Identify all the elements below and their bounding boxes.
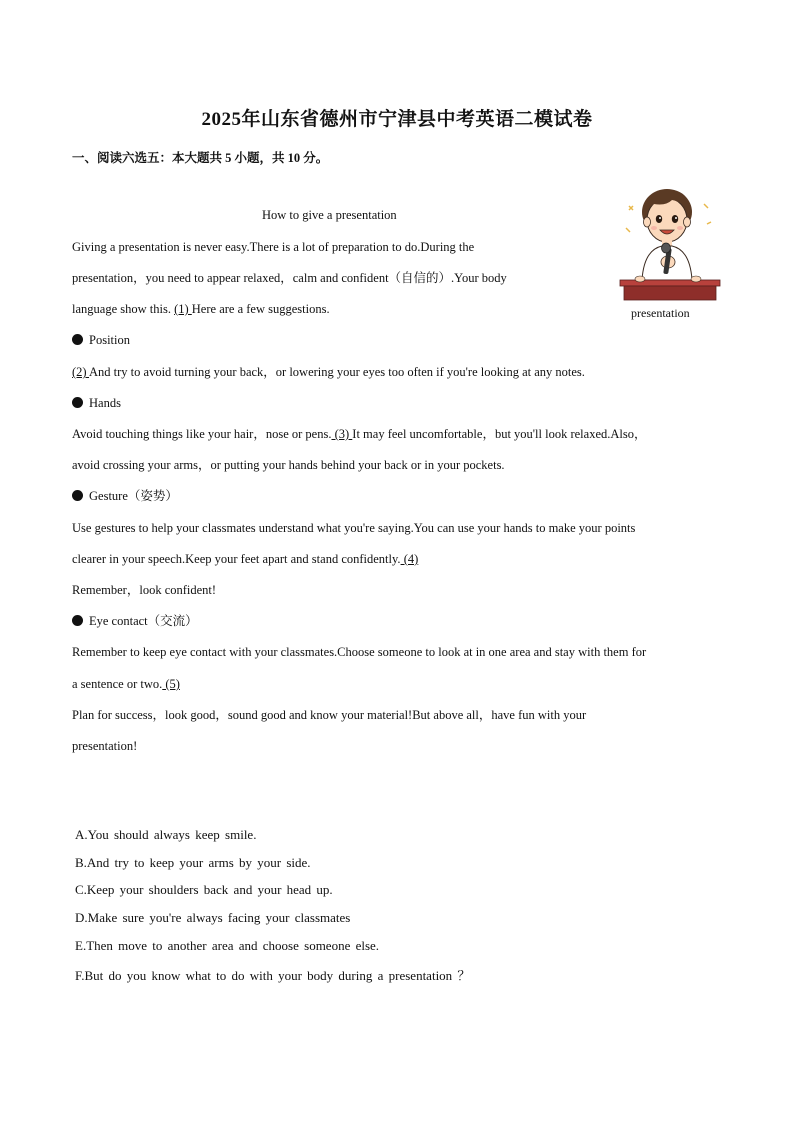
option-d: D.Make sure you're always facing your classmates: [75, 910, 351, 925]
gesture-text-line-1: Use gestures to help your classmates understand what you're saying.You can use your hands to make your points: [72, 521, 636, 535]
position-heading-label: Position: [89, 333, 130, 347]
blank-4: (4): [400, 552, 419, 566]
passage-intro-line-2: presentation，you need to appear relaxed，calm and confident（自信的）.Your body: [72, 271, 507, 285]
gesture-text-before-blank: clearer in your speech.Keep your feet apart and stand confidently.: [72, 552, 401, 566]
position-text: And try to avoid turning your back，or lowering your eyes too often if you're looking at any notes.: [89, 365, 585, 379]
bullet-icon: [72, 397, 83, 408]
blank-5: (5): [162, 677, 180, 691]
hands-heading: [72, 395, 121, 411]
image-caption: presentation: [631, 306, 690, 320]
hands-text-after-blank: It may feel uncomfortable，but you'll look relaxed.Also，: [352, 427, 647, 441]
bullet-icon: [72, 334, 83, 345]
passage-intro-line-3: [72, 301, 330, 317]
eye-contact-heading-label: Eye contact（交流）: [89, 614, 198, 628]
closing-text-line-2: presentation!: [72, 739, 138, 753]
position-heading: [72, 332, 130, 348]
hands-text-line-1: [72, 426, 647, 442]
option-a: A.You should always keep smile.: [75, 827, 257, 842]
intro-text-after-blank: Here are a few suggestions.: [191, 302, 330, 316]
eye-contact-heading: [72, 613, 198, 629]
option-c: C.Keep your shoulders back and your head up.: [75, 882, 333, 897]
section-heading: 一、阅读六选五：本大题共 5 小题，共 10 分。: [72, 151, 329, 165]
option-f: F.But do you know what to do with your body during a presentation ？: [75, 968, 471, 983]
gesture-text-line-2: [72, 551, 418, 567]
bullet-icon: [72, 615, 83, 626]
hands-heading-label: Hands: [89, 396, 121, 410]
option-b: B.And try to keep your arms by your side.: [75, 855, 311, 870]
blank-1: (1): [174, 302, 192, 316]
position-text-line: [72, 364, 585, 380]
hands-text-before-blank: Avoid touching things like your hair，nose or pens.: [72, 427, 332, 441]
passage-title: How to give a presentation: [262, 208, 397, 222]
exam-title: 2025年山东省德州市宁津县中考英语二模试卷: [201, 109, 593, 130]
eye-contact-text-line-2: [72, 676, 180, 692]
gesture-heading-label: Gesture（姿势）: [89, 489, 178, 503]
blank-3: (3): [331, 427, 353, 441]
hands-text-line-2: avoid crossing your arms，or putting your hands behind your back or in your pockets.: [72, 458, 505, 472]
closing-text-line-1: Plan for success，look good，sound good and know your material!But above all，have fun with your: [72, 708, 587, 722]
eye-contact-text-before-blank: a sentence or two.: [72, 677, 163, 691]
presenter-illustration: [614, 176, 724, 306]
blank-2: (2): [72, 365, 90, 379]
gesture-text-line-3: Remember，look confident!: [72, 583, 217, 597]
bullet-icon: [72, 490, 83, 501]
intro-text-before-blank: language show this.: [72, 302, 175, 316]
gesture-heading: [72, 488, 178, 504]
option-e: E.Then move to another area and choose someone else.: [75, 938, 380, 953]
passage-intro-line-1: Giving a presentation is never easy.There is a lot of preparation to do.During the: [72, 240, 475, 254]
eye-contact-text-line-1: Remember to keep eye contact with your classmates.Choose someone to look at in one area and stay with them for: [72, 645, 647, 659]
